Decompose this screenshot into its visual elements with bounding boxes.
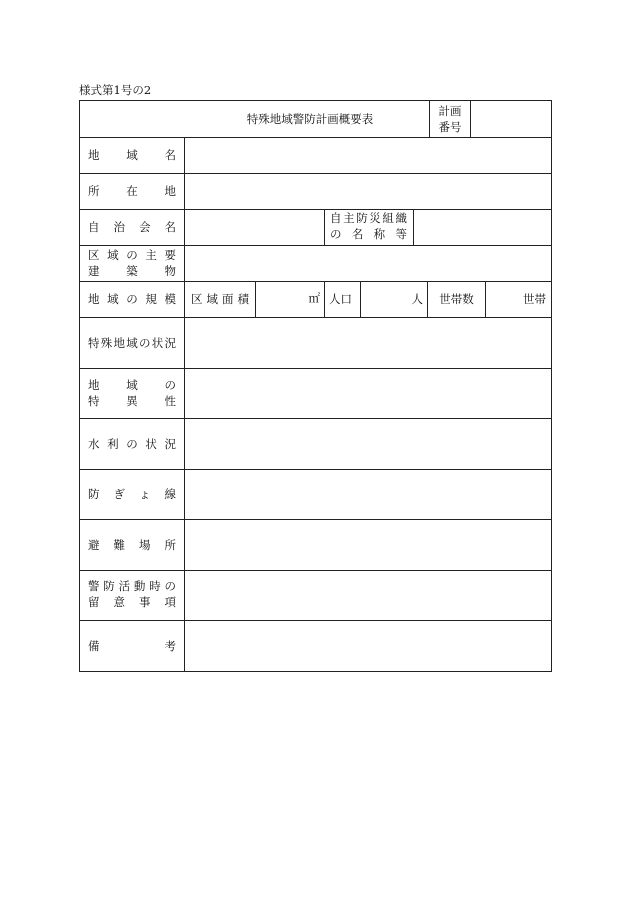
area-name-field[interactable] [186,138,550,172]
table-title: 特殊地域警防計画概要表 [246,112,374,126]
plan-number-label-1: 計画 [438,104,462,118]
defense-line-field[interactable] [186,470,550,518]
org-name-label-1: 自主防災組織 [330,211,407,225]
area-name-label: 地域名 [88,148,176,162]
main-buildings-field[interactable] [186,246,550,280]
plan-number-field[interactable] [471,102,549,136]
evacuation-site-label: 避難場所 [88,538,176,552]
special-area-conditions-label: 特殊地域の状況 [88,336,176,350]
col-line [485,281,486,317]
col-line [324,209,325,245]
area-peculiarity-field[interactable] [186,369,550,417]
area-unit: ㎡ [308,291,320,305]
plan-summary-table [79,100,552,672]
residents-association-field[interactable] [186,210,323,244]
form-number: 様式第1号の2 [79,83,152,97]
plan-number-label-2: 番号 [438,120,462,134]
area-peculiarity-label-1: 地域の [88,378,176,392]
operation-notes-label-1: 警防活動時の [88,579,176,593]
org-name-field[interactable] [415,210,550,244]
population-unit: 人 [411,292,423,306]
col-line [324,281,325,317]
population-field[interactable] [362,282,426,316]
special-area-conditions-field[interactable] [186,318,550,367]
col-line [184,137,185,671]
households-field[interactable] [487,282,550,316]
evacuation-site-field[interactable] [186,520,550,569]
operation-notes-field[interactable] [186,571,550,619]
org-name-label-2: の名称等 [330,227,407,241]
main-buildings-label-1: 区域の主要 [88,248,176,262]
remarks-field[interactable] [186,621,550,670]
water-supply-label: 水利の状況 [88,437,176,451]
location-field[interactable] [186,174,550,208]
remarks-label: 備考 [88,639,176,653]
households-label: 世帯数 [439,292,474,306]
area-size-field[interactable] [257,282,323,316]
area-scale-label: 地域の規模 [88,292,176,306]
households-unit: 世帯 [523,292,546,306]
area-peculiarity-label-2: 特異性 [88,394,176,408]
col-line [413,209,414,245]
operation-notes-label-2: 留意事項 [88,595,176,609]
area-size-label: 区域面積 [191,292,249,306]
residents-association-label: 自治会名 [88,220,176,234]
main-buildings-label-2: 建築物 [88,264,176,278]
col-line [360,281,361,317]
water-supply-field[interactable] [186,419,550,468]
location-label: 所在地 [88,184,176,198]
defense-line-label: 防ぎょ線 [88,487,176,501]
population-label: 人口 [329,292,352,306]
col-line [255,281,256,317]
